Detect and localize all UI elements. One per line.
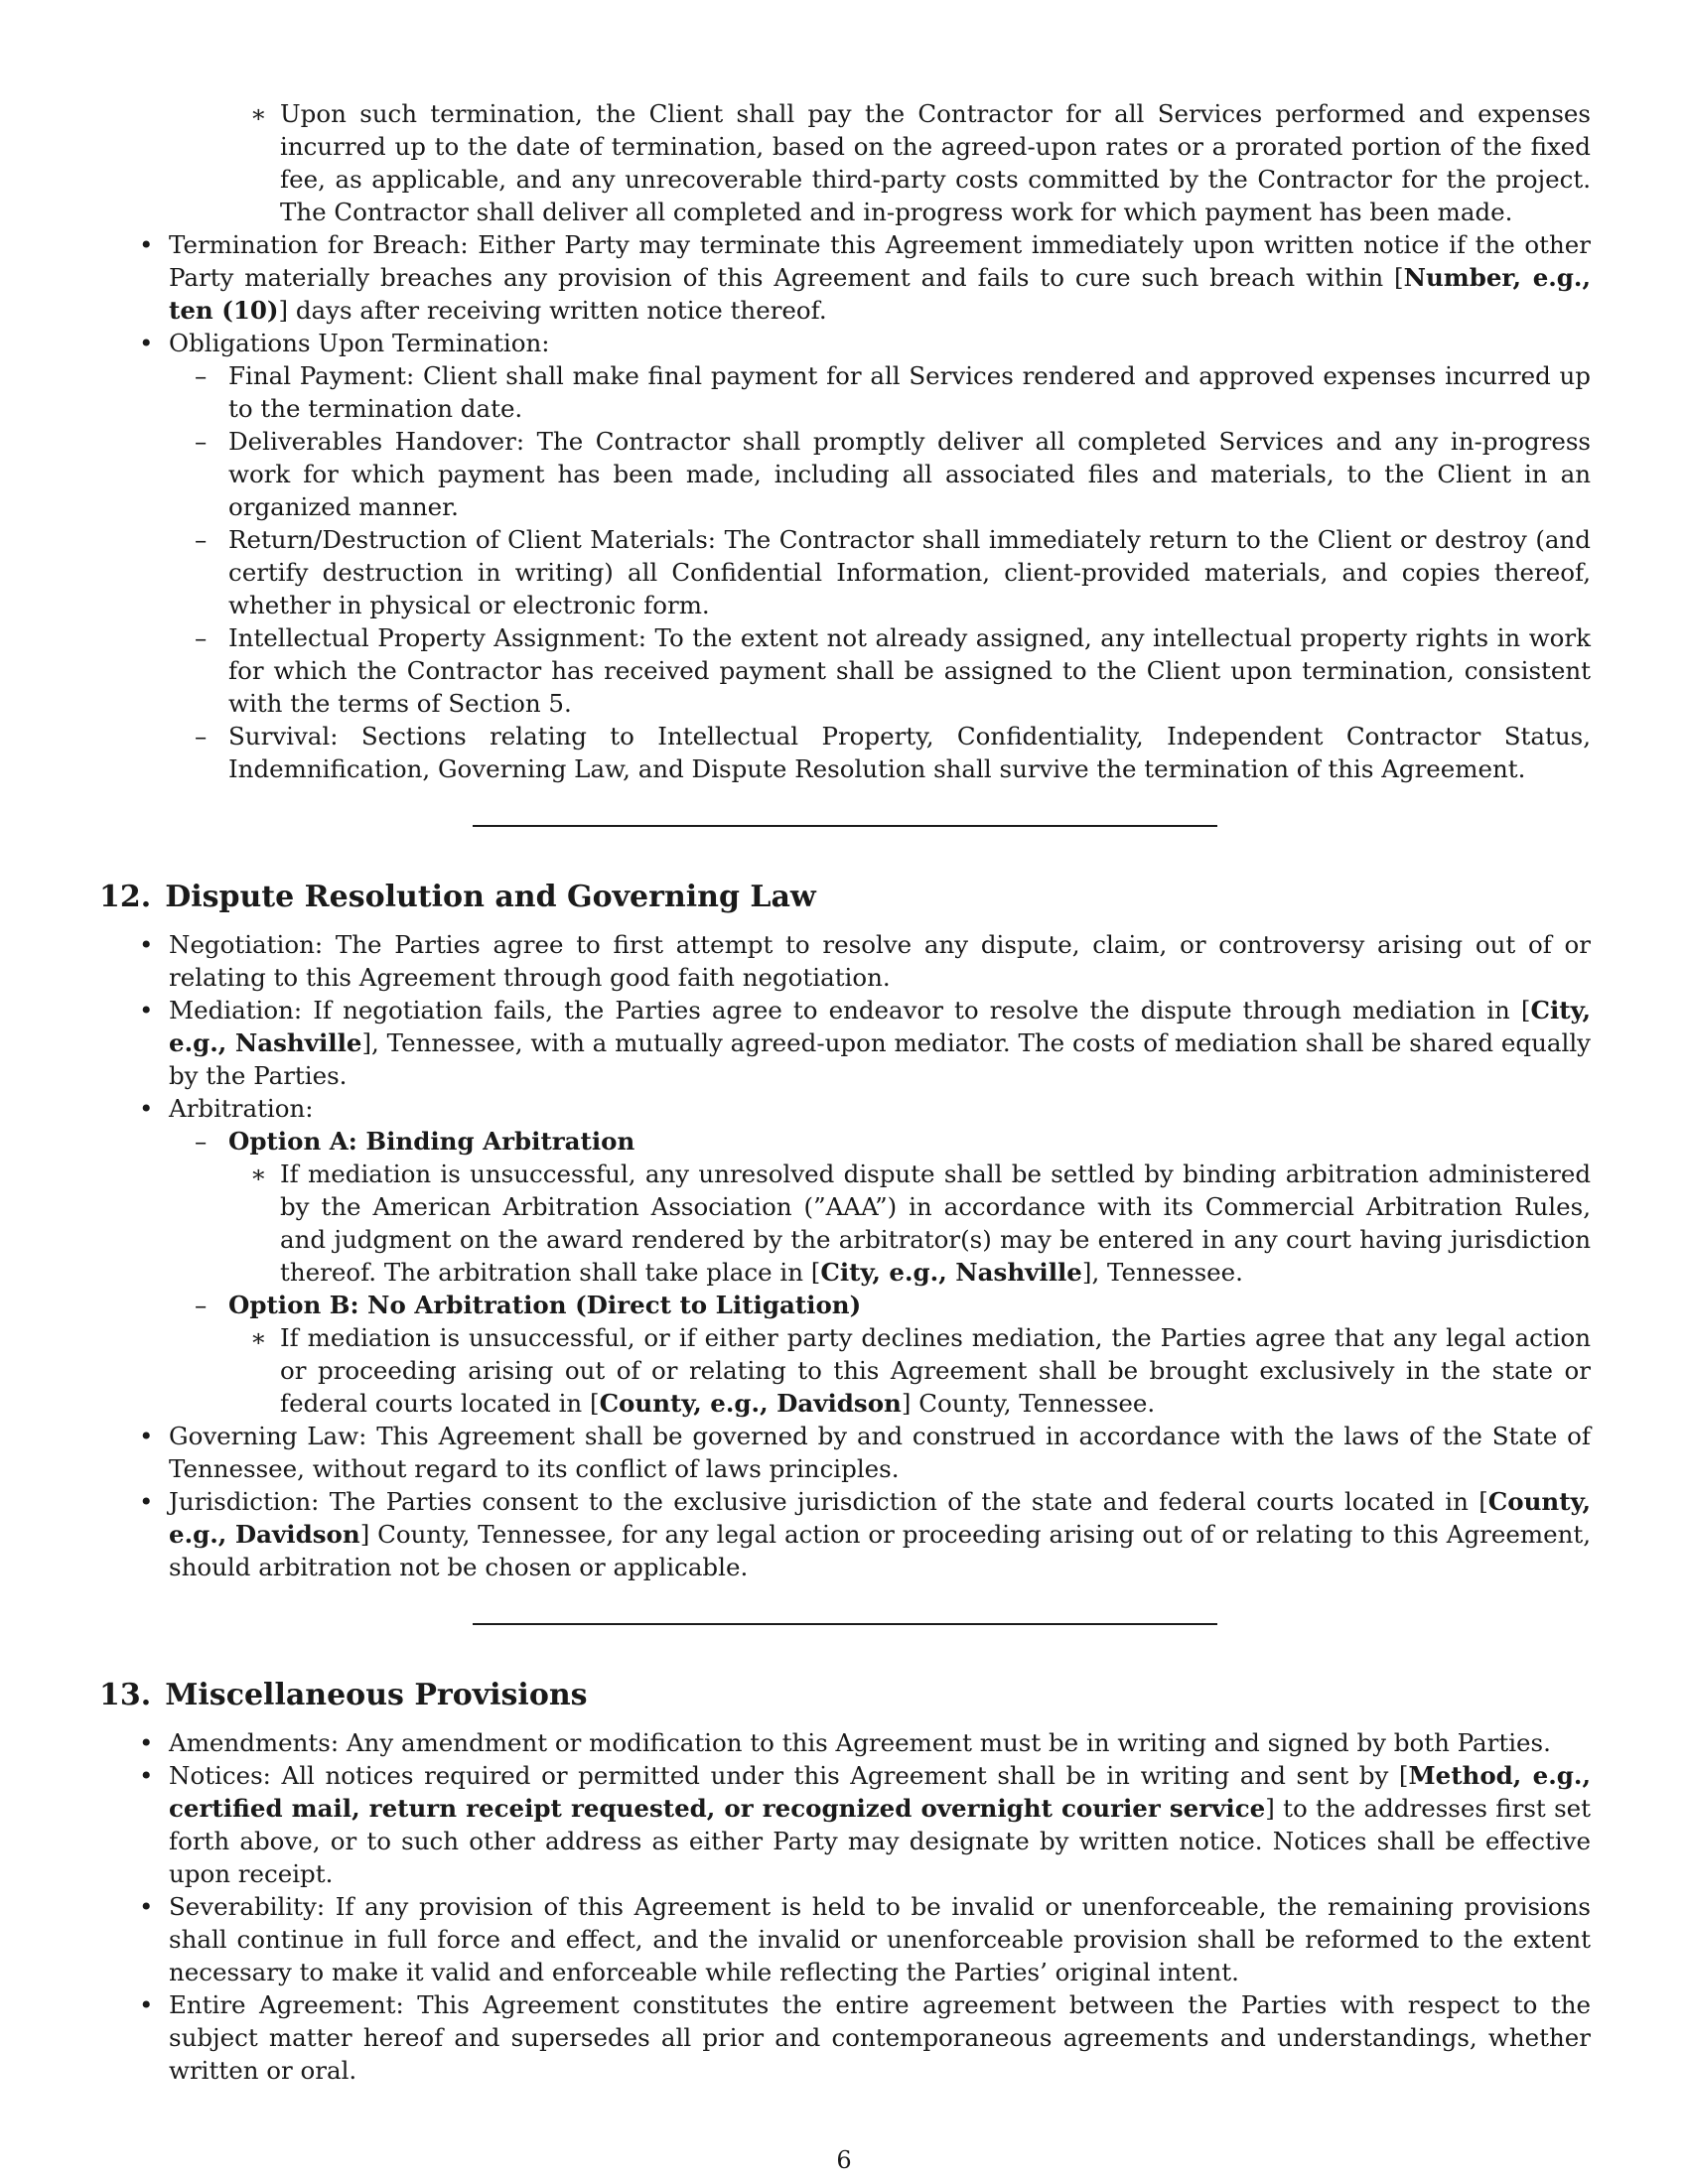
- list-item: [99, 1890, 1591, 1988]
- page-number: 6: [836, 2146, 852, 2174]
- dash-marker: –: [195, 427, 208, 456]
- item-text: If mediation is unsuccessful, any unresolved dispute shall be settled by binding arbitration administered by the American Arbitration Association (”AAA”) in accordance with its Commercial Arbitration Rules, and judgment on the award rendered by the arbitrator(s) may be entered in any court having jurisdiction thereof. The arbitration shall take place in [: [280, 1160, 1591, 1287]
- bullet-marker: •: [139, 1422, 154, 1450]
- list-item: [99, 1485, 1591, 1583]
- item-text: ], Tennessee.: [1081, 1258, 1243, 1287]
- item-text: Obligations Upon Termination:: [169, 329, 550, 357]
- list-item: [99, 1289, 1591, 1321]
- list-item: [99, 425, 1591, 523]
- option-title: Option A: Binding Arbitration: [228, 1127, 635, 1156]
- item-text: Final Payment: Client shall make final payment for all Services rendered and approved expenses incurred up to the termination date.: [228, 361, 1591, 423]
- list-item: [99, 994, 1591, 1092]
- dash-marker: –: [195, 525, 208, 554]
- list-item: [99, 1092, 1591, 1125]
- item-text: Termination for Breach: Either Party may terminate this Agreement immediately upon written notice if the other Party materially breaches any provision of this Agreement and fails to cure such breach within [: [169, 230, 1591, 292]
- section-number: 12.: [99, 880, 152, 914]
- placeholder-text: Number, e.g., ten (10): [169, 263, 1591, 325]
- document-page: [99, 97, 1591, 2087]
- list-item: [99, 1125, 1591, 1158]
- placeholder-text: City, e.g., Nashville: [169, 996, 1591, 1057]
- termination-list: [99, 97, 1591, 785]
- item-text: Mediation: If negotiation fails, the Parties agree to endeavor to resolve the dispute through mediation in [: [169, 996, 1531, 1024]
- placeholder-text: County, e.g., Davidson: [169, 1487, 1591, 1549]
- item-text: ] to the addresses first set forth above, or to such other address as either Party may designate by written notice. Notices shall be effective upon receipt.: [169, 1794, 1591, 1888]
- item-text: Arbitration:: [169, 1094, 314, 1123]
- item-text: If mediation is unsuccessful, or if either party declines mediation, the Parties agree that any legal action or proceeding arising out of or relating to this Agreement shall be brought exclusively in the state or federal courts located in [: [280, 1323, 1591, 1418]
- section-heading-12: [99, 879, 1591, 916]
- bullet-marker: •: [139, 1728, 154, 1757]
- section-number: 13.: [99, 1678, 152, 1712]
- list-item: [99, 720, 1591, 785]
- asterisk-marker: ∗: [250, 1160, 267, 1188]
- dash-marker: –: [195, 722, 208, 751]
- bullet-marker: •: [139, 1892, 154, 1921]
- bullet-marker: •: [139, 329, 154, 357]
- asterisk-marker: ∗: [250, 1323, 267, 1352]
- bullet-marker: •: [139, 1094, 154, 1123]
- section-divider: [473, 825, 1217, 827]
- option-title: Option B: No Arbitration (Direct to Litigation): [228, 1291, 862, 1319]
- asterisk-marker: ∗: [250, 99, 267, 128]
- bullet-marker: •: [139, 1990, 154, 2019]
- list-item: [99, 1420, 1591, 1485]
- item-text: Return/Destruction of Client Materials: The Contractor shall immediately return to the Client or destroy (and certify destruction in writing) all Confidential Information, client-provided materials, and copies thereof, whether in physical or electronic form.: [228, 525, 1591, 619]
- list-item: [99, 327, 1591, 359]
- section-title: Dispute Resolution and Governing Law: [165, 880, 816, 914]
- dash-marker: –: [195, 1291, 208, 1319]
- item-text: Entire Agreement: This Agreement constitutes the entire agreement between the Parties with respect to the subject matter hereof and supersedes all prior and contemporaneous agreements and understandings, whether written or oral.: [169, 1990, 1591, 2085]
- item-text: Deliverables Handover: The Contractor shall promptly deliver all completed Services and any in-progress work for which payment has been made, including all associated files and materials, to the Client in an organized manner.: [228, 427, 1591, 521]
- section-title: Miscellaneous Provisions: [165, 1678, 588, 1712]
- misc-list: [99, 1726, 1591, 2087]
- item-text: Upon such termination, the Client shall pay the Contractor for all Services performed and expenses incurred up to the date of termination, based on the agreed-upon rates or a prorated portion of the fixed fee, as applicable, and any unrecoverable third-party costs committed by the Contractor for the project. The Contractor shall deliver all completed and in-progress work for which payment has been made.: [280, 99, 1591, 226]
- item-text: ] days after receiving written notice thereof.: [278, 296, 827, 325]
- bullet-marker: •: [139, 230, 154, 259]
- list-item: [99, 228, 1591, 327]
- item-text: Intellectual Property Assignment: To the extent not already assigned, any intellectual property rights in work for which the Contractor has received payment shall be assigned to the Client upon termination, consistent with the terms of Section 5.: [228, 623, 1591, 718]
- list-item: [99, 1158, 1591, 1289]
- list-item: [99, 523, 1591, 621]
- list-item: [99, 1321, 1591, 1420]
- placeholder-text: City, e.g., Nashville: [820, 1258, 1082, 1287]
- dash-marker: –: [195, 361, 208, 390]
- placeholder-text: Method, e.g., certified mail, return receipt requested, or recognized overnight courier service: [169, 1761, 1591, 1823]
- bullet-marker: •: [139, 1487, 154, 1516]
- bullet-marker: •: [139, 996, 154, 1024]
- item-text: ] County, Tennessee, for any legal action or proceeding arising out of or relating to this Agreement, should arbitration not be chosen or applicable.: [169, 1520, 1591, 1581]
- item-text: Severability: If any provision of this Agreement is held to be invalid or unenforceable, the remaining provisions shall continue in full force and effect, and the invalid or unenforceable provision shall be reformed to the extent necessary to make it valid and enforceable while reflecting the Parties’ original intent.: [169, 1892, 1591, 1986]
- placeholder-text: County, e.g., Davidson: [599, 1389, 902, 1418]
- item-text: Survival: Sections relating to Intellectual Property, Confidentiality, Independent Contractor Status, Indemnification, Governing Law, and Dispute Resolution shall survive the termination of this Agreement.: [228, 722, 1591, 783]
- item-text: Governing Law: This Agreement shall be governed by and construed in accordance with the laws of the State of Tennessee, without regard to its conflict of laws principles.: [169, 1422, 1591, 1483]
- bullet-marker: •: [139, 1761, 154, 1790]
- list-item: [99, 1988, 1591, 2087]
- list-item: [99, 97, 1591, 228]
- section-heading-13: [99, 1677, 1591, 1714]
- list-item: [99, 1726, 1591, 1759]
- list-item: [99, 928, 1591, 994]
- section-divider: [473, 1623, 1217, 1625]
- item-text: ], Tennessee, with a mutually agreed-upon mediator. The costs of mediation shall be shared equally by the Parties.: [169, 1028, 1591, 1090]
- item-text: ] County, Tennessee.: [901, 1389, 1156, 1418]
- item-text: Amendments: Any amendment or modification to this Agreement must be in writing and signed by both Parties.: [169, 1728, 1551, 1757]
- dash-marker: –: [195, 623, 208, 652]
- item-text: Jurisdiction: The Parties consent to the exclusive jurisdiction of the state and federal courts located in [: [169, 1487, 1488, 1516]
- list-item: [99, 621, 1591, 720]
- bullet-marker: •: [139, 930, 154, 959]
- dash-marker: –: [195, 1127, 208, 1156]
- item-text: Negotiation: The Parties agree to first attempt to resolve any dispute, claim, or controversy arising out of or relating to this Agreement through good faith negotiation.: [169, 930, 1591, 992]
- list-item: [99, 359, 1591, 425]
- dispute-list: [99, 928, 1591, 1583]
- item-text: Notices: All notices required or permitted under this Agreement shall be in writing and sent by [: [169, 1761, 1409, 1790]
- list-item: [99, 1759, 1591, 1890]
